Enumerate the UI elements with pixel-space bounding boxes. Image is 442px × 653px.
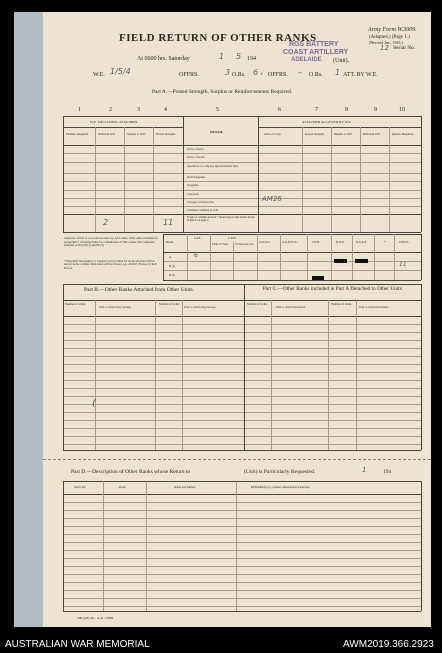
offrs-label: OFFRS.	[179, 72, 199, 78]
part-b-heading: Part B.—Other Ranks Attached from Other Units.	[84, 287, 194, 293]
ruled-line	[63, 518, 421, 519]
analysis-bottom-rule	[163, 280, 421, 281]
part-d-col-header: REMARKS (e.g. present whereabouts if known).	[251, 485, 311, 489]
part-b-col-header: Number of O.Rs.	[159, 302, 180, 306]
analysis-row-label: B (1)	[169, 264, 176, 268]
left-paper-strip	[14, 12, 45, 627]
analysis-cmf: C.M.F.	[228, 236, 237, 240]
analysis-col-rule	[257, 234, 258, 280]
ruled-line	[63, 444, 421, 445]
hw-day: 1	[219, 52, 225, 61]
ruled-line	[63, 574, 421, 575]
col-number: 3	[137, 107, 140, 113]
bc-col-rule	[155, 300, 156, 450]
part-d-col-header: Rank.	[119, 485, 127, 489]
part-d-col-header: Name and Initials.	[174, 485, 197, 489]
bc-col-rule	[63, 284, 64, 450]
analysis-note-2: * Personnel belonging to a category not provided for in the analysis will be shown in the column. Particulars will be shown, e.g., 26 W.E. Forces, 15 R.E. Forces.	[64, 259, 158, 270]
ruled-line	[63, 606, 421, 607]
hw-aif-value: 6	[194, 252, 198, 259]
hw-rate: AM26	[262, 195, 282, 203]
part-b-col-header: Unit to which they belong.	[99, 305, 132, 309]
ruled-line	[63, 566, 421, 567]
footer-left: AUSTRALIAN WAR MEMORIAL	[5, 639, 150, 650]
col-number: 2	[109, 107, 112, 113]
ruled-line	[63, 372, 421, 373]
part-a-subheader-rule	[63, 127, 183, 128]
col-rule	[389, 127, 390, 232]
attached-header: ATTACHED ALLOWED BY W.E.	[302, 120, 352, 124]
analysis-cmf-sub2: 19 Years and over.	[235, 243, 255, 246]
analysis-ran: R.A.N.	[336, 240, 345, 244]
detail-row-label: Corporals	[187, 192, 199, 196]
ruled-line	[63, 590, 421, 591]
ruled-line	[63, 388, 421, 389]
part-a-header-rule	[63, 145, 421, 146]
unit-label: (Unit).	[333, 58, 350, 64]
analysis-col-rule	[280, 234, 281, 280]
hw-part-b-mark: (	[92, 398, 96, 409]
detail-row-label: Totals of columns marked * should agree with details shown in Part E on page 2.	[187, 216, 255, 223]
right-col-header: Reinfts. Required.	[392, 132, 414, 136]
part-c-col-header: Number of O.Rs.	[247, 302, 268, 306]
bc-col-rule	[244, 284, 245, 450]
part-d-top-rule	[63, 481, 421, 482]
hw-total-value: 11	[399, 261, 407, 268]
ruled-line	[63, 412, 421, 413]
hw-offrs: 3	[225, 68, 231, 77]
d-col-rule	[421, 481, 422, 611]
row-rule	[63, 173, 421, 174]
analysis-top-rule	[163, 234, 421, 235]
detail-row-label: Sergeants	[187, 183, 199, 187]
analysis-row-label: B (2)	[169, 273, 176, 277]
d-col-rule	[236, 481, 237, 611]
col-rule	[258, 116, 259, 232]
bc-col-rule	[95, 300, 96, 450]
ruled-line	[63, 324, 421, 325]
ruled-line	[63, 356, 421, 357]
bc-col-rule	[182, 300, 183, 450]
analysis-civil: CIVIL	[312, 240, 320, 244]
printer-imprint: 500 pads 20—4.41 12096	[77, 616, 114, 620]
right-col-header: Deficient W.E.	[363, 132, 381, 136]
row-rule	[63, 190, 421, 191]
analysis-col-rule	[352, 234, 353, 280]
bc-col-rule	[328, 300, 329, 450]
ruled-line	[63, 420, 421, 421]
part-d-bottom-rule	[63, 611, 421, 612]
offrs-label-2: OFFRS.	[268, 72, 288, 78]
ruled-line	[63, 558, 421, 559]
parts-bc-subheader-rule	[63, 316, 421, 317]
bc-col-rule	[421, 284, 422, 450]
part-b-col-header: Number of O.Rs.	[65, 302, 86, 306]
ors-label-2: O.Rs.	[309, 72, 323, 78]
analysis-cmf-sub1: Under 19 Years	[212, 243, 229, 246]
row-rule	[63, 214, 421, 215]
hw-total-a: 2	[103, 218, 109, 227]
part-d-header-rule	[63, 494, 421, 495]
col-number: 10	[399, 107, 405, 113]
part-c-col-header: Unit to which Detached.	[276, 305, 306, 309]
col-number: 5	[216, 107, 219, 113]
detail-row-label: W.Os. Class I.	[187, 147, 205, 151]
hw-ors: 6	[253, 68, 259, 77]
part-a-heading: Part A.—Posted Strength, Surplus or Reinforcements Required.	[152, 89, 293, 95]
row-rule	[63, 181, 421, 182]
detail-row-label: Squadron or Company Quartermaster Sgts.	[187, 164, 239, 168]
part-a-top-rule	[63, 116, 421, 117]
parts-bc-top-rule	[63, 284, 421, 285]
unit-stamp-line3: ADELAIDE	[291, 57, 322, 63]
col-number: 6	[278, 107, 281, 113]
right-col-header: Arm or Corps.	[264, 132, 282, 136]
analysis-raaf: R.A.A.F.	[356, 240, 367, 244]
analysis-col-rule	[394, 234, 395, 280]
part-a-bottom-rule	[63, 232, 421, 233]
ruled-line	[63, 396, 421, 397]
unit-stamp-line1: RGS BATTERY	[289, 41, 339, 48]
hw-month: 5	[236, 52, 242, 61]
col-rule	[421, 116, 422, 232]
bc-col-rule	[356, 300, 357, 450]
row-rule	[63, 206, 421, 207]
page-fold	[43, 459, 431, 460]
row-rule	[63, 162, 421, 163]
right-col-header: Surplus to W.E.	[334, 132, 353, 136]
ruled-line	[63, 598, 421, 599]
part-d-col-header: Army No.	[74, 485, 87, 489]
year-suffix: 194	[247, 56, 256, 62]
ruled-line	[63, 542, 421, 543]
redaction-bar	[355, 259, 368, 263]
detail-row-label: Staff Sergeants	[187, 175, 206, 179]
unit-stamp-line2: COAST ARTILLERY	[283, 49, 349, 56]
at-line: At 0600 hrs. Saturday	[137, 56, 190, 62]
ruled-line	[63, 526, 421, 527]
analysis-blank: *	[384, 240, 386, 244]
col-rule	[302, 127, 303, 232]
left-col-header: Deficient W.E.	[98, 132, 116, 136]
form-number: Army Form W.3009.	[368, 27, 417, 33]
col-rule	[360, 127, 361, 232]
parts-bc-bottom-rule	[63, 450, 421, 451]
part-d-heading-2: (Unit) is Particularly Requested.	[244, 469, 316, 475]
ruled-line	[63, 428, 421, 429]
left-col-header: Posted Strength.	[156, 132, 176, 136]
parts-bc-header-rule	[63, 300, 421, 301]
part-d-year: 194	[383, 469, 392, 475]
detail-row-label: Troopers, Privates, Etc.	[187, 200, 216, 204]
redaction-bar	[334, 259, 347, 263]
row-rule	[63, 198, 421, 199]
redaction-bar	[312, 276, 324, 280]
hw-part-d-date: 1	[362, 466, 367, 474]
ruled-line	[63, 550, 421, 551]
left-col-header: Establis. Required.	[66, 132, 89, 136]
ruled-line	[63, 510, 421, 511]
form-adapted: (Adapted.) (Page 1.)	[369, 35, 410, 40]
plus-sign: +	[260, 72, 264, 78]
analysis-row-rule	[163, 270, 421, 271]
analysis-header-rule	[163, 252, 421, 253]
col-number: 8	[345, 107, 348, 113]
col-rule	[63, 116, 64, 232]
ruled-line	[63, 436, 421, 437]
col-rule	[95, 127, 96, 232]
col-number: 9	[374, 107, 377, 113]
detail-row-label: W.Os. Class II.	[187, 155, 206, 159]
hw-we-values: 1/5/4	[110, 67, 131, 76]
part-c-heading: Part C.—Other Ranks included in Part A Detached to Other Units.	[262, 286, 404, 292]
part-c-col-header: Unit to which Detached.	[359, 305, 389, 309]
col-number: 1	[78, 107, 81, 113]
serial-value: 12	[380, 44, 389, 52]
part-a-subheader-rule-right	[258, 127, 421, 128]
serial-label: Serial No.	[393, 45, 416, 51]
analysis-col-rule	[163, 234, 164, 280]
d-col-rule	[63, 481, 64, 611]
row-rule	[63, 153, 421, 154]
ruled-line	[63, 348, 421, 349]
analysis-aif: A.I.F.	[194, 236, 201, 240]
right-col-header: Posted Strength.	[305, 132, 325, 136]
ruled-line	[63, 404, 421, 405]
detail-row-label: Civilians counting as O.R.	[187, 208, 219, 212]
analysis-row-rule	[163, 261, 421, 262]
col-rule	[331, 127, 332, 232]
hw-ors-2: 1	[335, 68, 341, 77]
analysis-total: TOTAL.	[399, 240, 410, 244]
left-col-header: Surplus to W.E.	[127, 132, 146, 136]
col-rule	[183, 116, 184, 232]
analysis-col-rule	[210, 234, 211, 280]
analysis-col-rule	[374, 234, 375, 280]
analysis-aamwa: A.A.M.W.A.	[282, 240, 298, 244]
ruled-line	[63, 534, 421, 535]
hw-total-b: 11	[163, 218, 174, 227]
ors-label: O.Rs.	[232, 72, 246, 78]
analysis-awas: A.W.A.S.	[259, 240, 271, 244]
part-c-col-header: Number of O.Rs.	[331, 302, 352, 306]
analysis-row-label: A	[169, 255, 172, 259]
d-col-rule	[103, 481, 104, 611]
analysis-col-rule	[331, 234, 332, 280]
we-excl-header: W.E. EXCLUDING ATTACHED.	[90, 120, 138, 124]
detail-header: DETAIL.	[210, 130, 225, 134]
footer-right: AWM2019.366.2923	[343, 639, 434, 650]
bc-col-rule	[271, 300, 272, 450]
part-d-heading: Part D.—Description of Other Ranks whose Return to	[71, 469, 191, 475]
form-revised: (Revised Jan., 1943.)	[369, 40, 403, 45]
col-number: 4	[164, 107, 167, 113]
analysis-col-rule	[421, 234, 422, 280]
col-rule	[153, 127, 154, 232]
analysis-detail: Detail.	[166, 240, 175, 244]
ruled-line	[63, 582, 421, 583]
ruled-line	[63, 340, 421, 341]
d-col-rule	[146, 481, 147, 611]
ruled-line	[63, 380, 421, 381]
we-label: W.E.	[93, 72, 105, 78]
att-by-we: ATT. BY W.E.	[343, 72, 378, 78]
ruled-line	[63, 364, 421, 365]
col-number: 7	[315, 107, 318, 113]
analysis-col-rule	[187, 234, 188, 280]
ruled-line	[63, 502, 421, 503]
analysis-col-rule	[233, 242, 234, 280]
hw-offrs-2: –	[298, 68, 302, 77]
analysis-col-rule	[307, 234, 308, 280]
ruled-line	[63, 332, 421, 333]
col-rule	[124, 127, 125, 232]
part-b-col-header: Unit to which they belong.	[184, 305, 217, 309]
form-title: FIELD RETURN OF OTHER RANKS	[119, 32, 317, 44]
analysis-note: Analysis of Part A to be shown here by ALL units. Only units included in paragraph 7 of instructions for compilation of this return will complete analysis of Part B (1) and B (2)	[64, 236, 158, 248]
